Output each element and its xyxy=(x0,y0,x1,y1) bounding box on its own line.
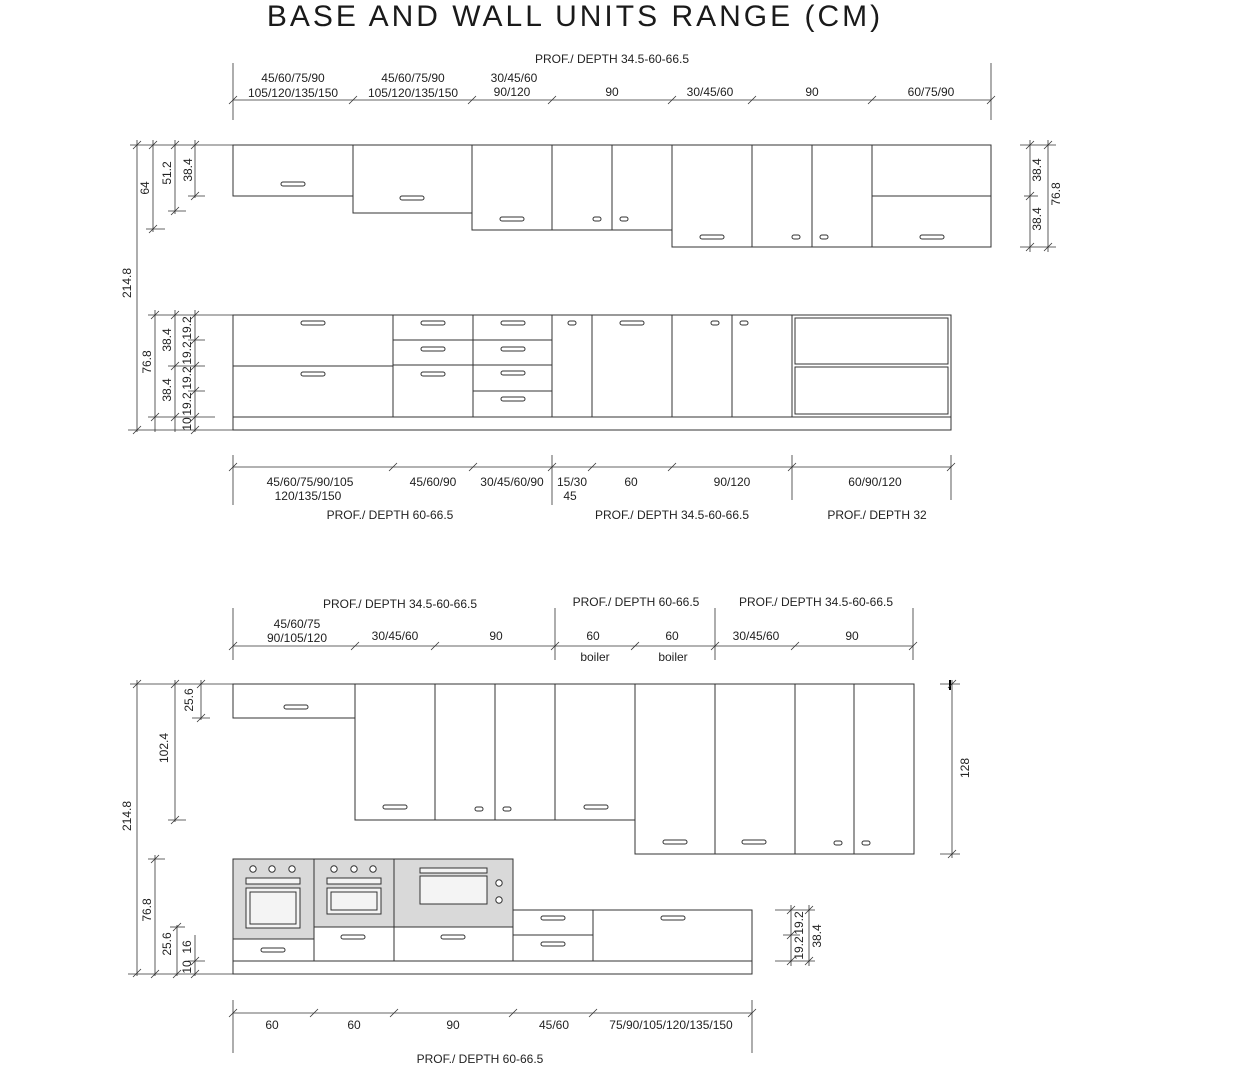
oven-door xyxy=(420,876,487,904)
height-label: 76.8 xyxy=(140,898,154,922)
height-label: 19.2 xyxy=(180,341,194,365)
wall-unit xyxy=(233,684,355,718)
width-label: 45/60/90 xyxy=(409,475,457,489)
drawer-front xyxy=(473,340,552,365)
oven-knob-icon xyxy=(370,866,376,872)
drawer-front xyxy=(394,927,513,961)
oven-knob-icon xyxy=(269,866,275,872)
width-label: 60/75/90 xyxy=(907,85,955,99)
height-label: 19.2 xyxy=(180,316,194,340)
drawer-front xyxy=(393,340,473,365)
width-label: 75/90/105/120/135/150 xyxy=(609,1018,733,1032)
width-label: 90 xyxy=(805,85,819,99)
oven-knob-icon xyxy=(250,866,256,872)
height-label: 38.4 xyxy=(160,328,174,352)
height-label: 16 xyxy=(180,940,194,954)
width-label: 90 xyxy=(845,629,859,643)
height-dimensions-left-1 xyxy=(120,140,233,434)
base-door xyxy=(732,315,792,417)
width-label: 90 xyxy=(489,629,503,643)
wall-unit xyxy=(672,145,752,247)
width-label: 105/120/135/150 xyxy=(367,86,459,100)
wall-unit-upper xyxy=(872,145,991,196)
wall-unit xyxy=(233,145,353,196)
width-label: 30/45/60 xyxy=(686,85,734,99)
drawer-front xyxy=(513,935,593,961)
plinth xyxy=(233,417,951,430)
base-door xyxy=(672,315,732,417)
width-label: 60/90/120 xyxy=(848,475,902,489)
wall-units-row-2 xyxy=(233,684,914,854)
height-label: 102.4 xyxy=(157,732,171,764)
base-door xyxy=(552,315,592,417)
knob xyxy=(820,235,828,239)
wall-unit-door xyxy=(552,145,612,230)
width-label: 30/45/60 xyxy=(490,71,538,85)
base-door xyxy=(592,315,672,417)
width-label: 60 xyxy=(665,629,679,643)
base-height-dimensions-1 xyxy=(128,310,233,434)
depth-label: PROF./ DEPTH 34.5-60-66.5 xyxy=(534,52,690,66)
height-label: 214.8 xyxy=(120,800,134,832)
height-label: 64 xyxy=(138,181,152,195)
oven-control-panel xyxy=(420,868,487,873)
width-label: 45/60/75/90 xyxy=(381,71,445,85)
width-label: 90/120 xyxy=(493,85,531,99)
height-label: 19.2 xyxy=(792,911,806,935)
height-label: 38.4 xyxy=(181,158,195,182)
base-width-dimensions-1 xyxy=(229,455,955,522)
oven-knob-icon xyxy=(351,866,357,872)
width-label: 60 xyxy=(624,475,638,489)
oven-knob-icon xyxy=(289,866,295,872)
wall-unit-door xyxy=(812,145,872,247)
width-label: 45/60/75 xyxy=(273,617,321,631)
width-label: 90/120 xyxy=(713,475,751,489)
width-label: 60 xyxy=(265,1018,279,1032)
height-label: 25.6 xyxy=(182,688,196,712)
depth-label: PROF./ DEPTH 60-66.5 xyxy=(416,1052,544,1066)
oven-knob-icon xyxy=(331,866,337,872)
width-label: 30/45/60/90 xyxy=(480,475,544,489)
drawer-front xyxy=(473,391,552,417)
drawer-front xyxy=(393,315,473,340)
height-label: 10 xyxy=(180,960,194,974)
tall-width-dimensions xyxy=(229,595,917,664)
width-label: 30/45/60 xyxy=(732,629,780,643)
drawer-front xyxy=(314,927,394,961)
base-height-dimensions-right-2 xyxy=(775,905,824,966)
drawer-front xyxy=(513,910,593,935)
wall-unit-door xyxy=(435,684,495,820)
base-height-dimensions-2 xyxy=(128,855,233,978)
base-units-row-1 xyxy=(233,315,951,430)
oven-window xyxy=(250,892,296,924)
oven-control-panel xyxy=(246,878,300,884)
width-label: 90 xyxy=(446,1018,460,1032)
depth-label: PROF./ DEPTH 60-66.5 xyxy=(326,508,454,522)
diagram-title: BASE AND WALL UNITS RANGE (CM) xyxy=(266,0,884,33)
oven-knob-icon xyxy=(496,897,502,903)
knob xyxy=(620,217,628,221)
height-dimensions-right-1 xyxy=(1020,140,1063,252)
depth-label: PROF./ DEPTH 34.5-60-66.5 xyxy=(594,508,750,522)
width-label: 90/105/120 xyxy=(266,631,328,645)
depth-label: PROF./ DEPTH 60-66.5 xyxy=(572,595,700,609)
plinth xyxy=(233,961,752,974)
height-label: 10 xyxy=(180,417,194,431)
base-width-dimensions-2 xyxy=(229,1000,756,1066)
height-label: 38.4 xyxy=(160,378,174,402)
handle xyxy=(700,235,724,239)
depth-label: PROF./ DEPTH 34.5-60-66.5 xyxy=(738,595,894,609)
width-label: 15/30 xyxy=(556,475,588,489)
boiler-label: boiler xyxy=(580,650,610,664)
height-label: 38.4 xyxy=(810,924,824,948)
boiler-label: boiler xyxy=(658,650,688,664)
height-label: 76.8 xyxy=(140,350,154,374)
width-label: 60 xyxy=(347,1018,361,1032)
drawer-front xyxy=(473,315,552,340)
height-label: 51.2 xyxy=(160,161,174,185)
handle xyxy=(281,182,305,186)
width-label: 45/60/75/90 xyxy=(261,71,325,85)
width-label: 105/120/135/150 xyxy=(247,86,339,100)
height-label: 38.4 xyxy=(1030,207,1044,231)
height-dimension-right-2 xyxy=(940,680,972,858)
width-label: 60 xyxy=(586,629,600,643)
height-label: 25.6 xyxy=(160,932,174,956)
wall-unit-door xyxy=(854,684,914,854)
height-label: 38.4 xyxy=(1030,158,1044,182)
width-label: 90 xyxy=(605,85,619,99)
handle xyxy=(400,196,424,200)
height-label: 128 xyxy=(958,757,972,779)
height-label: 19.2 xyxy=(180,366,194,390)
wall-units-row-1 xyxy=(233,145,991,247)
boiler-unit xyxy=(555,684,635,820)
width-label: 45/60 xyxy=(538,1018,570,1032)
wall-unit xyxy=(715,684,795,854)
depth-label: PROF./ DEPTH 32 xyxy=(827,508,927,522)
oven-knob-icon xyxy=(496,880,502,886)
knob xyxy=(792,235,800,239)
width-label: 45 xyxy=(563,489,577,503)
width-label: 120/135/150 xyxy=(274,489,342,503)
height-label: 19.2 xyxy=(792,936,806,960)
wall-width-dimensions xyxy=(229,52,995,120)
height-label: 76.8 xyxy=(1049,182,1063,206)
width-label: 45/60/75/90/105 xyxy=(266,475,354,489)
height-label: 214.8 xyxy=(120,267,134,299)
wall-unit-door xyxy=(795,684,854,854)
drawer-front xyxy=(473,365,552,391)
shelf-compartment xyxy=(795,318,948,364)
oven-control-panel xyxy=(327,878,381,884)
boiler-unit xyxy=(635,684,715,854)
width-label: 30/45/60 xyxy=(371,629,419,643)
wall-unit xyxy=(355,684,435,820)
wall-unit-door xyxy=(495,684,555,820)
height-dimensions-left-2 xyxy=(120,680,233,977)
handle xyxy=(500,217,524,221)
depth-label: PROF./ DEPTH 34.5-60-66.5 xyxy=(322,597,478,611)
knob xyxy=(593,217,601,221)
base-units-row-2 xyxy=(233,859,752,974)
wall-unit xyxy=(353,145,472,213)
oven-window xyxy=(331,892,377,910)
height-label: 19.2 xyxy=(180,392,194,416)
wall-unit-door xyxy=(752,145,812,247)
handle xyxy=(920,235,944,239)
shelf-compartment xyxy=(795,367,948,414)
